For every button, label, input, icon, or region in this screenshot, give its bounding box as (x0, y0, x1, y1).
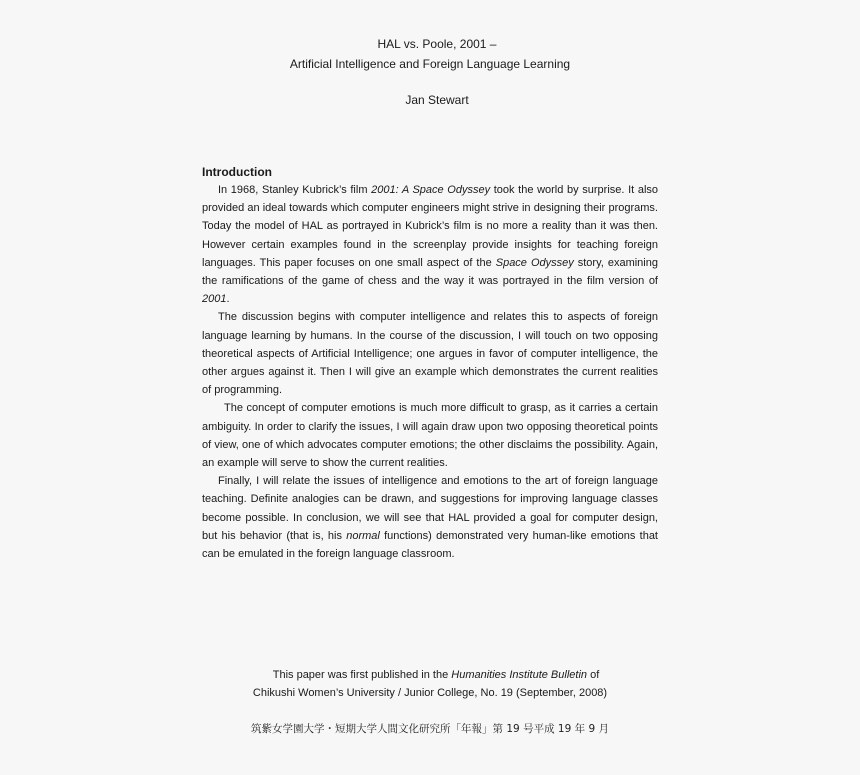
bulletin-title-italic: Humanities Institute Bulletin (451, 669, 588, 681)
publication-note-line-1 (6, 666, 860, 684)
paper-title-line-2: Artificial Intelligence and Foreign Language Learning (289, 57, 571, 71)
paragraph-4 (202, 472, 658, 563)
introduction-section (202, 163, 658, 563)
section-heading: Introduction (202, 165, 272, 179)
text-run: Finally, I will relate the issues of intelligence and emotions to the art of foreign language teaching. Definite analogies can be drawn, and suggestions for improving language classes become possible. In conclusion, we will see that HAL provided a goal for computer design, but his behavior (that is, his (202, 475, 658, 542)
text-run: story, examining the ramifications of the game of chess and the way it was portrayed in the film version of (202, 256, 658, 288)
text-run: functions) demonstrated very human-like emotions that can be emulated in the foreign language classroom. (202, 529, 658, 561)
text-run: took the world by surprise. It also provided an ideal towards which computer engineers might strive in designing their programs. Today the model of HAL as portrayed in Kubrick’s film is no more a reality than it was then. However certain examples found in the screenplay provide insights for teaching foreign languages. This paper focuses on one small aspect of the (202, 184, 659, 269)
text-run: In 1968, Stanley Kubrick’s film (218, 184, 372, 196)
publication-note-line-2: Chikushi Women’s University / Junior College, No. 19 (September, 2008) (252, 687, 608, 699)
paragraph-1 (202, 181, 658, 308)
author-name: Jan Stewart (405, 93, 469, 107)
paragraph-2: The discussion begins with computer intelligence and relates this to aspects of foreign language learning by humans. In the course of the discussion, I will touch on two opposing theoretical aspects of Artificial Intelligence; one argues in favor of computer intelligence, the other argues against it. Then I will give an example which demonstrates the current realities of programming. (202, 311, 658, 397)
paper-title-line-1: HAL vs. Poole, 2001 – (377, 37, 497, 51)
text-run: . (226, 293, 230, 306)
film-year-italic: 2001 (202, 293, 227, 306)
film-title-italic: 2001: A Space Odyssey (371, 184, 491, 196)
text-run: This paper was first published in the (272, 669, 452, 681)
paragraph-3: The concept of computer emotions is much more difficult to grasp, as it carries a certain ambiguity. In order to clarify the issues, I will again draw upon two opposing theoretical points of view, one of which advocates computer emotions; the other disclaims the possibility. Again, an example will serve to show the current realities. (202, 402, 658, 470)
normal-italic: normal (346, 529, 380, 542)
text-run: of (587, 669, 600, 681)
story-title-italic: Space Odyssey (495, 256, 574, 269)
japanese-footer: 筑紫女学園大学・短期大学人間文化研究所「年報」第 19 号平成 19 年 9 月 (251, 723, 609, 735)
